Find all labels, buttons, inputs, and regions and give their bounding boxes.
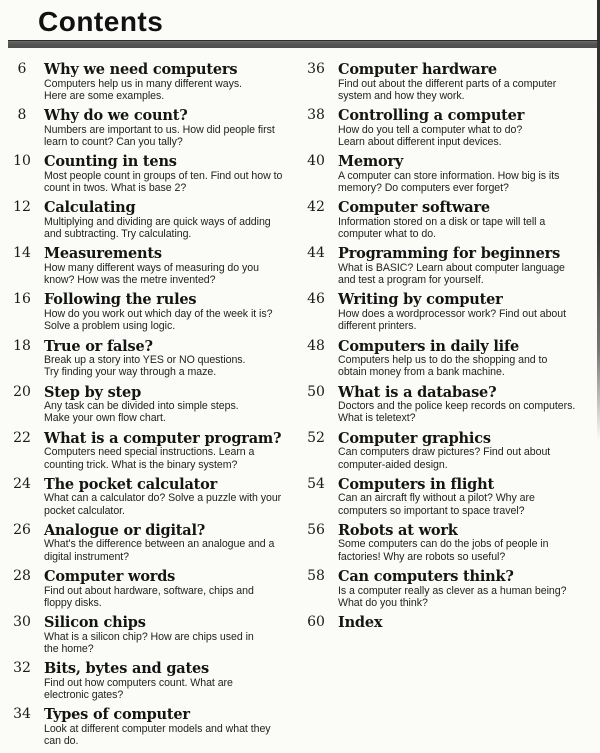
chapter-description-line: Any task can be divided into simple steps.	[44, 400, 239, 413]
chapter-title: The pocket calculator	[44, 475, 218, 493]
toc-column-right	[302, 62, 598, 637]
toc-entry	[8, 154, 298, 194]
chapter-title: Counting in tens	[44, 153, 177, 171]
page-number: 30	[13, 614, 31, 631]
chapter-description-line: Find out how computers count. What are	[44, 676, 233, 689]
chapter-description-line: Look at different computer models and what they	[44, 722, 271, 735]
chapter-description-line: learn to count? Can you tally?	[44, 135, 183, 148]
page-number: 44	[307, 245, 325, 262]
chapter-description-line: can do.	[44, 735, 79, 748]
page-number: 42	[307, 199, 325, 216]
chapter-description-line: Computers help us in many different ways.	[44, 77, 242, 90]
chapter-title: Robots at work	[338, 521, 458, 539]
toc-entry-body	[44, 200, 298, 240]
chapter-title: Calculating	[44, 199, 136, 217]
chapter-title: Computer graphics	[338, 429, 491, 447]
chapter-title: Analogue or digital?	[44, 521, 206, 539]
page-number: 52	[307, 429, 325, 446]
toc-entry-body	[44, 154, 298, 194]
chapter-description-line: Numbers are important to us. How did people first	[44, 123, 275, 136]
toc-entry	[8, 615, 298, 655]
chapter-title: Controlling a computer	[338, 107, 525, 125]
chapter-description-line: Multiplying and dividing are quick ways of adding	[44, 215, 271, 228]
chapter-description-line: How many different ways of measuring do you	[44, 261, 259, 274]
chapter-description-line: different printers.	[338, 320, 417, 333]
toc-entry	[8, 200, 298, 240]
title-rule-divider	[8, 40, 600, 48]
chapter-description-line: Try finding your way through a maze.	[44, 366, 217, 379]
page-number: 26	[13, 521, 31, 538]
page-number: 28	[13, 568, 31, 585]
chapter-title: Why we need computers	[44, 61, 238, 78]
chapter-title: Measurements	[44, 245, 162, 263]
chapter-title: Computers in daily life	[338, 337, 520, 355]
chapter-title: What is a database?	[338, 383, 497, 401]
toc-entry	[8, 523, 298, 563]
toc-column-left	[8, 62, 298, 753]
page-header	[0, 0, 600, 37]
chapter-description-line: Make your own flow chart.	[44, 412, 166, 425]
toc-entry-body	[338, 569, 598, 609]
toc-entry	[8, 246, 298, 286]
toc-entry	[302, 246, 598, 286]
page-number: 8	[17, 107, 27, 124]
chapter-title: Computer hardware	[338, 61, 497, 78]
toc-entry	[302, 154, 598, 194]
chapter-title: Computers in flight	[338, 475, 494, 493]
chapter-description-line: A computer can store information. How big is its	[338, 169, 560, 182]
chapter-description-line: memory? Do computers ever forget?	[338, 181, 509, 194]
chapter-description-line: and test a program for yourself.	[338, 274, 484, 287]
toc-entry-body	[338, 154, 598, 194]
page-number: 12	[13, 199, 31, 216]
page-number: 22	[13, 429, 31, 446]
toc-entry	[302, 200, 598, 240]
page-title: Contents	[38, 6, 164, 37]
toc-entry-body	[44, 339, 298, 379]
chapter-description-line: and subtracting. Try calculating.	[44, 228, 192, 241]
toc-entry	[302, 431, 598, 471]
chapter-description-line: factories! Why are robots so useful?	[338, 550, 506, 563]
toc-entry-body	[44, 523, 298, 563]
toc-entry-body	[44, 62, 298, 102]
toc-entry-body	[338, 292, 598, 332]
chapter-description-line: computer-aided design.	[338, 458, 448, 471]
chapter-description-line: How does a wordprocessor work? Find out about	[338, 307, 566, 320]
chapter-description-line: What is a silicon chip? How are chips used in	[44, 630, 254, 643]
page-number: 36	[307, 61, 325, 77]
toc-entry	[8, 108, 298, 148]
chapter-description-line: Can computers draw pictures? Find out about	[338, 446, 551, 459]
chapter-description-line: electronic gates?	[44, 689, 124, 702]
chapter-title: Following the rules	[44, 291, 197, 309]
toc-entry-body	[44, 292, 298, 332]
toc-entry-body	[338, 200, 598, 240]
page-number: 38	[307, 107, 325, 124]
chapter-description-line: Solve a problem using logic.	[44, 320, 176, 333]
toc-entry	[8, 477, 298, 517]
chapter-description-line: Can an aircraft fly without a pilot? Why are	[338, 492, 535, 505]
toc-entry-body	[44, 615, 298, 655]
chapter-description-line: What do you think?	[338, 596, 428, 609]
toc-entry-body	[44, 108, 298, 148]
page-number: 10	[13, 153, 31, 170]
toc-entry	[302, 477, 598, 517]
toc-entry-body	[44, 431, 298, 471]
toc-entry-body	[338, 62, 598, 102]
page-number: 14	[13, 245, 31, 262]
chapter-description-line: Information stored on a disk or tape will tell a	[338, 215, 546, 228]
chapter-title: Computer software	[338, 199, 490, 217]
page-number: 18	[13, 337, 31, 354]
toc-entry	[302, 615, 598, 631]
chapter-title: Why do we count?	[44, 107, 188, 125]
page-number: 20	[13, 383, 31, 400]
chapter-title: Bits, bytes and gates	[44, 660, 209, 678]
page-number: 60	[307, 614, 325, 631]
chapter-description-line: system and how they work.	[338, 89, 465, 102]
toc-entry-body	[44, 477, 298, 517]
toc-entry	[302, 62, 598, 102]
toc-entry-body	[44, 246, 298, 286]
toc-entry	[8, 569, 298, 609]
toc-entry	[8, 385, 298, 425]
toc-entry-body	[44, 707, 298, 747]
chapter-description-line: How do you tell a computer what to do?	[338, 123, 523, 136]
toc-entry-body	[44, 385, 298, 425]
page-number: 24	[13, 475, 31, 492]
toc-entry	[302, 108, 598, 148]
toc-entry	[8, 431, 298, 471]
chapter-description-line: Doctors and the police keep records on computers.	[338, 400, 576, 413]
chapter-title: Memory	[338, 153, 404, 171]
toc-entry	[8, 292, 298, 332]
chapter-description-line: Learn about different input devices.	[338, 135, 502, 148]
page-number: 40	[307, 153, 325, 170]
chapter-title: True or false?	[44, 337, 153, 355]
chapter-description-line: How do you work out which day of the week it is?	[44, 307, 273, 320]
toc-entry	[8, 62, 298, 102]
toc-entry-body	[338, 246, 598, 286]
toc-entry	[302, 385, 598, 425]
chapter-description-line: count in twos. What is base 2?	[44, 181, 187, 194]
chapter-description-line: digital instrument?	[44, 550, 130, 563]
toc-entry	[8, 339, 298, 379]
chapter-description-line: Find out about hardware, software, chips and	[44, 584, 254, 597]
chapter-description-line: computer what to do.	[338, 228, 436, 241]
toc-entry	[302, 569, 598, 609]
chapter-title: Programming for beginners	[338, 245, 561, 263]
toc-entry	[302, 523, 598, 563]
toc-entry-body	[338, 108, 598, 148]
page-number: 58	[307, 568, 325, 585]
toc-entry-body	[338, 339, 598, 379]
chapter-description-line: pocket calculator.	[44, 504, 125, 517]
toc-entry	[8, 661, 298, 701]
chapter-description-line: What can a calculator do? Solve a puzzle with your	[44, 492, 282, 505]
toc-entry	[8, 707, 298, 747]
chapter-description-line: floppy disks.	[44, 596, 102, 609]
page-number: 6	[17, 61, 27, 77]
toc-entry-body	[338, 385, 598, 425]
page-number: 54	[307, 475, 325, 492]
page-number: 46	[307, 291, 325, 308]
page-number: 34	[13, 706, 31, 723]
chapter-description-line: Find out about the different parts of a computer	[338, 77, 557, 90]
chapter-description-line: Some computers can do the jobs of people in	[338, 538, 549, 551]
chapter-description-line: Most people count in groups of ten. Find out how to	[44, 169, 283, 182]
chapter-description-line: know? How was the metre invented?	[44, 274, 216, 287]
chapter-description-line: obtain money from a bank machine.	[338, 366, 505, 379]
chapter-title: Writing by computer	[338, 291, 503, 309]
page-number: 56	[307, 521, 325, 538]
toc-entry-body	[338, 477, 598, 517]
chapter-description-line: Here are some examples.	[44, 89, 165, 102]
chapter-description-line: Is a computer really as clever as a human being?	[338, 584, 567, 597]
chapter-title: What is a computer program?	[44, 429, 282, 447]
toc-entry-body	[338, 523, 598, 563]
chapter-description-line: Break up a story into YES or NO questions.	[44, 354, 246, 367]
chapter-description-line: What is BASIC? Learn about computer language	[338, 261, 565, 274]
chapter-description-line: What's the difference between an analogue and a	[44, 538, 275, 551]
toc-entry-body	[44, 569, 298, 609]
chapter-title: Can computers think?	[338, 568, 514, 586]
chapter-title: Computer words	[44, 568, 176, 586]
chapter-title: Step by step	[44, 383, 142, 401]
toc-entry-body	[44, 661, 298, 701]
chapter-description-line: What is teletext?	[338, 412, 416, 425]
chapter-description-line: the home?	[44, 642, 94, 655]
page-number: 16	[13, 291, 31, 308]
page-number: 48	[307, 337, 325, 354]
page-number: 32	[13, 660, 31, 677]
chapter-title: Types of computer	[44, 706, 190, 724]
chapter-description-line: computers so important to space travel?	[338, 504, 525, 517]
page-number: 50	[307, 383, 325, 400]
chapter-title: Index	[338, 614, 383, 632]
chapter-title: Silicon chips	[44, 614, 146, 632]
toc-entry	[302, 292, 598, 332]
chapter-description-line: Computers need special instructions. Learn a	[44, 446, 255, 459]
chapter-description-line: counting trick. What is the binary system?	[44, 458, 238, 471]
toc-entry-body	[338, 615, 598, 631]
toc-entry-body	[338, 431, 598, 471]
chapter-description-line: Computers help us to do the shopping and to	[338, 354, 548, 367]
toc-entry	[302, 339, 598, 379]
